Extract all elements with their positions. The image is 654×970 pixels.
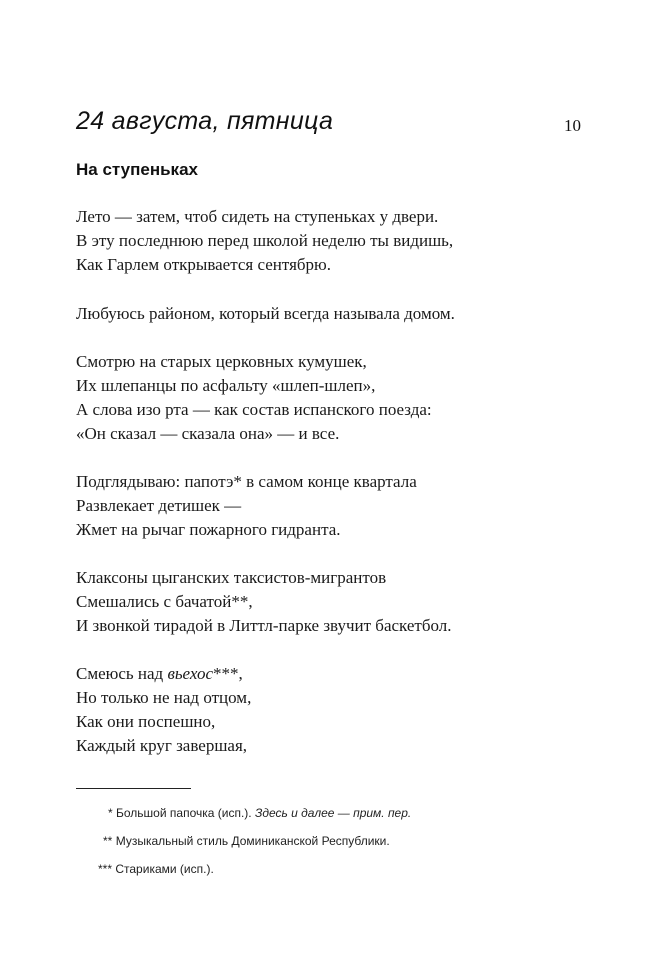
poem-line: А слова изо рта — как состав испанского поезда: bbox=[76, 400, 432, 419]
poem-line: Клаксоны цыганских таксистов-мигрантов bbox=[76, 568, 387, 587]
footnote-text-italic: Здесь и далее — прим. пер. bbox=[254, 806, 412, 820]
footnote-marker: *** bbox=[98, 862, 113, 876]
footnote-text: Музыкальный стиль Доминиканской Республики. bbox=[115, 834, 390, 848]
poem-line: И звонкой тирадой в Литтл-парке звучит баскетбол. bbox=[76, 616, 452, 635]
stanza-4 bbox=[76, 470, 417, 542]
poem-line: «Он сказал — сказала она» — и все. bbox=[76, 424, 340, 443]
footnote-mark: ***, bbox=[213, 664, 243, 683]
poem-line: В эту последнюю перед школой неделю ты видишь, bbox=[76, 231, 454, 250]
page-number: 10 bbox=[564, 116, 581, 135]
stanza-6 bbox=[76, 662, 251, 758]
footnote-marker: * bbox=[108, 806, 113, 820]
footnote-text: Стариками (исп.). bbox=[115, 862, 214, 876]
stanza-1 bbox=[76, 205, 453, 277]
poem-line: Но только не над отцом, bbox=[76, 688, 252, 707]
stanza-3 bbox=[76, 350, 432, 446]
footnote-text: Большой папочка (исп.). bbox=[116, 806, 255, 820]
poem-line: Жмет на рычаг пожарного гидранта. bbox=[76, 520, 341, 539]
poem-line: Как Гарлем открывается сентябрю. bbox=[76, 255, 331, 274]
footnote-1 bbox=[108, 806, 411, 820]
footnote-marker: ** bbox=[103, 834, 113, 848]
poem-line bbox=[76, 662, 251, 686]
footnote-separator bbox=[76, 788, 191, 789]
poem-line: Как они поспешно, bbox=[76, 712, 216, 731]
poem-line: Каждый круг завершая, bbox=[76, 736, 248, 755]
poem-line: Смешались с бачатой**, bbox=[76, 592, 253, 611]
chapter-title: 24 августа, пятница bbox=[76, 107, 334, 135]
poem-line: Их шлепанцы по асфальту «шлеп-шлеп», bbox=[76, 376, 376, 395]
poem-line-text: Смеюсь над bbox=[76, 664, 168, 683]
footnote-2 bbox=[103, 834, 390, 848]
italic-word: вьехос bbox=[167, 664, 214, 683]
stanza-2 bbox=[76, 302, 455, 326]
footnote-3 bbox=[98, 862, 214, 876]
poem-line: Смотрю на старых церковных кумушек, bbox=[76, 352, 367, 371]
poem-line: Развлекает детишек — bbox=[76, 496, 242, 515]
poem-title: На ступеньках bbox=[76, 160, 198, 179]
stanza-5 bbox=[76, 566, 452, 638]
poem-line: Подглядываю: папотэ* в самом конце квартала bbox=[76, 472, 417, 491]
poem-line: Лето — затем, чтоб сидеть на ступеньках у двери. bbox=[76, 207, 439, 226]
poem-line: Любуюсь районом, который всегда называла домом. bbox=[76, 304, 455, 323]
